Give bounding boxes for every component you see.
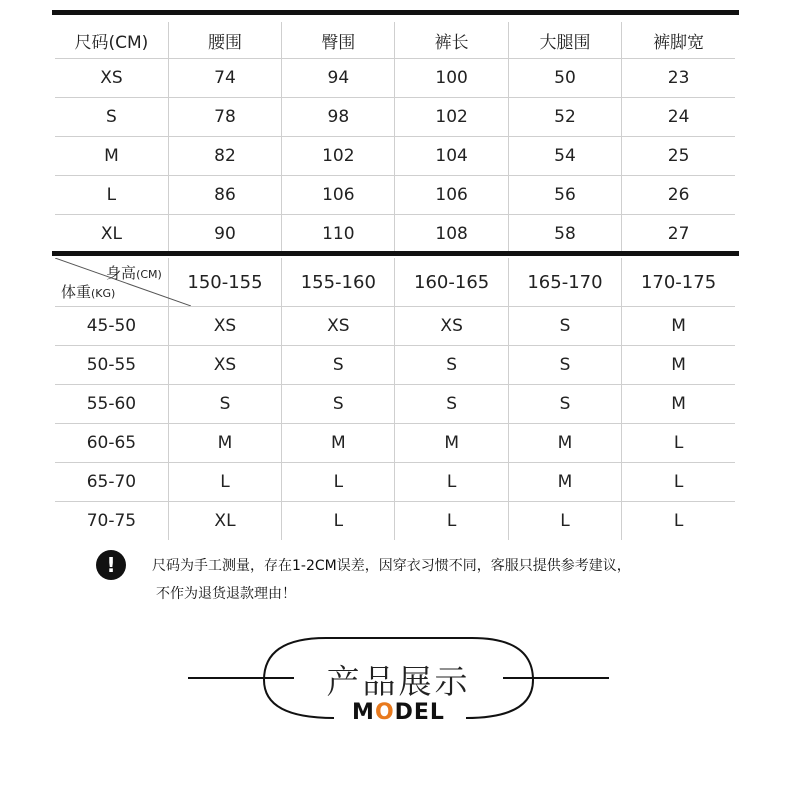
- weight-range: 70-75: [55, 502, 168, 541]
- header-thigh: 大腿围: [508, 22, 621, 59]
- cell: 106: [282, 176, 395, 215]
- cell: S: [508, 385, 621, 424]
- table-row: [55, 346, 735, 385]
- cell: 24: [622, 98, 735, 137]
- cell: 26: [622, 176, 735, 215]
- cell: XL: [168, 502, 281, 541]
- model-o: O: [374, 700, 395, 725]
- cell: XS: [395, 307, 508, 346]
- height-label: 身高: [106, 264, 137, 282]
- weight-range: 50-55: [55, 346, 168, 385]
- weight-range: 55-60: [55, 385, 168, 424]
- disclaimer-line-2: 不作为退货退款理由！: [156, 586, 296, 602]
- cell: 102: [395, 98, 508, 137]
- table-row: [55, 502, 735, 541]
- cell: S: [282, 346, 395, 385]
- size-table: [55, 22, 735, 253]
- fit-table-header: [55, 258, 735, 307]
- header-hip: 臀围: [282, 22, 395, 59]
- table-row: [55, 424, 735, 463]
- cell: M: [55, 137, 168, 176]
- cell: 102: [282, 137, 395, 176]
- cell: S: [508, 307, 621, 346]
- cell: S: [395, 385, 508, 424]
- cell: M: [395, 424, 508, 463]
- header-length: 裤长: [395, 22, 508, 59]
- model-m: M: [352, 700, 375, 725]
- section-title: 产品展示: [326, 662, 471, 701]
- corner-cell: [55, 258, 168, 307]
- height-range: 170-175: [622, 258, 735, 307]
- section-heading: [186, 634, 611, 730]
- cell: XL: [55, 215, 168, 254]
- cell: S: [395, 346, 508, 385]
- header-hem: 裤脚宽: [622, 22, 735, 59]
- cell: L: [282, 463, 395, 502]
- height-range: 165-170: [508, 258, 621, 307]
- cell: S: [55, 98, 168, 137]
- cell: L: [168, 463, 281, 502]
- middle-rule: [52, 251, 739, 256]
- cell: 100: [395, 59, 508, 98]
- cell: M: [622, 307, 735, 346]
- cell: L: [622, 463, 735, 502]
- exclamation-icon: !: [96, 550, 126, 580]
- cell: M: [622, 346, 735, 385]
- header-size: 尺码(CM): [55, 22, 168, 59]
- cell: 50: [508, 59, 621, 98]
- table-row: [55, 463, 735, 502]
- cell: L: [622, 424, 735, 463]
- cell: L: [282, 502, 395, 541]
- table-row: [55, 307, 735, 346]
- cell: M: [622, 385, 735, 424]
- weight-range: 45-50: [55, 307, 168, 346]
- cell: 54: [508, 137, 621, 176]
- table-row: [55, 385, 735, 424]
- cell: 27: [667, 224, 690, 244]
- model-logo: [186, 700, 611, 725]
- cell: XS: [168, 346, 281, 385]
- weight-label: 体重: [61, 283, 92, 301]
- height-range: 155-160: [282, 258, 395, 307]
- cell: S: [168, 385, 281, 424]
- cell: 94: [282, 59, 395, 98]
- cell: 90: [168, 215, 281, 254]
- table-row: [55, 98, 735, 137]
- cell: M: [168, 424, 281, 463]
- cell: 82: [168, 137, 281, 176]
- height-label-group: [106, 262, 162, 283]
- table-row: [55, 176, 735, 215]
- height-unit: (CM): [136, 268, 162, 281]
- model-del: DEL: [394, 700, 445, 725]
- cell: L: [395, 502, 508, 541]
- cell: 52: [508, 98, 621, 137]
- cell: 104: [395, 137, 508, 176]
- table-row: [55, 215, 735, 254]
- cell: M: [508, 463, 621, 502]
- cell: 74: [168, 59, 281, 98]
- weight-label-group: [61, 281, 115, 302]
- cell: 23: [622, 59, 735, 98]
- cell: 110: [282, 215, 395, 254]
- height-range: 150-155: [168, 258, 281, 307]
- top-rule: [52, 10, 739, 15]
- weight-range: 60-65: [55, 424, 168, 463]
- weight-range: 65-70: [55, 463, 168, 502]
- cell: 86: [168, 176, 281, 215]
- cell: L: [673, 511, 684, 531]
- cell: XS: [55, 59, 168, 98]
- cell: L: [508, 502, 621, 541]
- table-row: [55, 59, 735, 98]
- cell: 25: [622, 137, 735, 176]
- cell: 98: [282, 98, 395, 137]
- cell: 58: [508, 215, 621, 254]
- cell: M: [508, 424, 621, 463]
- table-row: [55, 137, 735, 176]
- cell: 108: [395, 215, 508, 254]
- cell: 106: [395, 176, 508, 215]
- height-range: 160-165: [395, 258, 508, 307]
- size-table-header: [55, 22, 735, 59]
- cell: 56: [508, 176, 621, 215]
- cell: 78: [168, 98, 281, 137]
- disclaimer-text: [152, 552, 752, 608]
- fit-table: [55, 258, 735, 540]
- cell: L: [395, 463, 508, 502]
- cell: S: [508, 346, 621, 385]
- cell: XS: [282, 307, 395, 346]
- cell: M: [282, 424, 395, 463]
- cell: S: [282, 385, 395, 424]
- weight-unit: (KG): [91, 287, 116, 300]
- cell: XS: [168, 307, 281, 346]
- header-waist: 腰围: [168, 22, 281, 59]
- cell: L: [55, 176, 168, 215]
- disclaimer-line-1: 尺码为手工测量，存在1-2CM误差，因穿衣习惯不同，客服只提供参考建议，: [152, 558, 631, 574]
